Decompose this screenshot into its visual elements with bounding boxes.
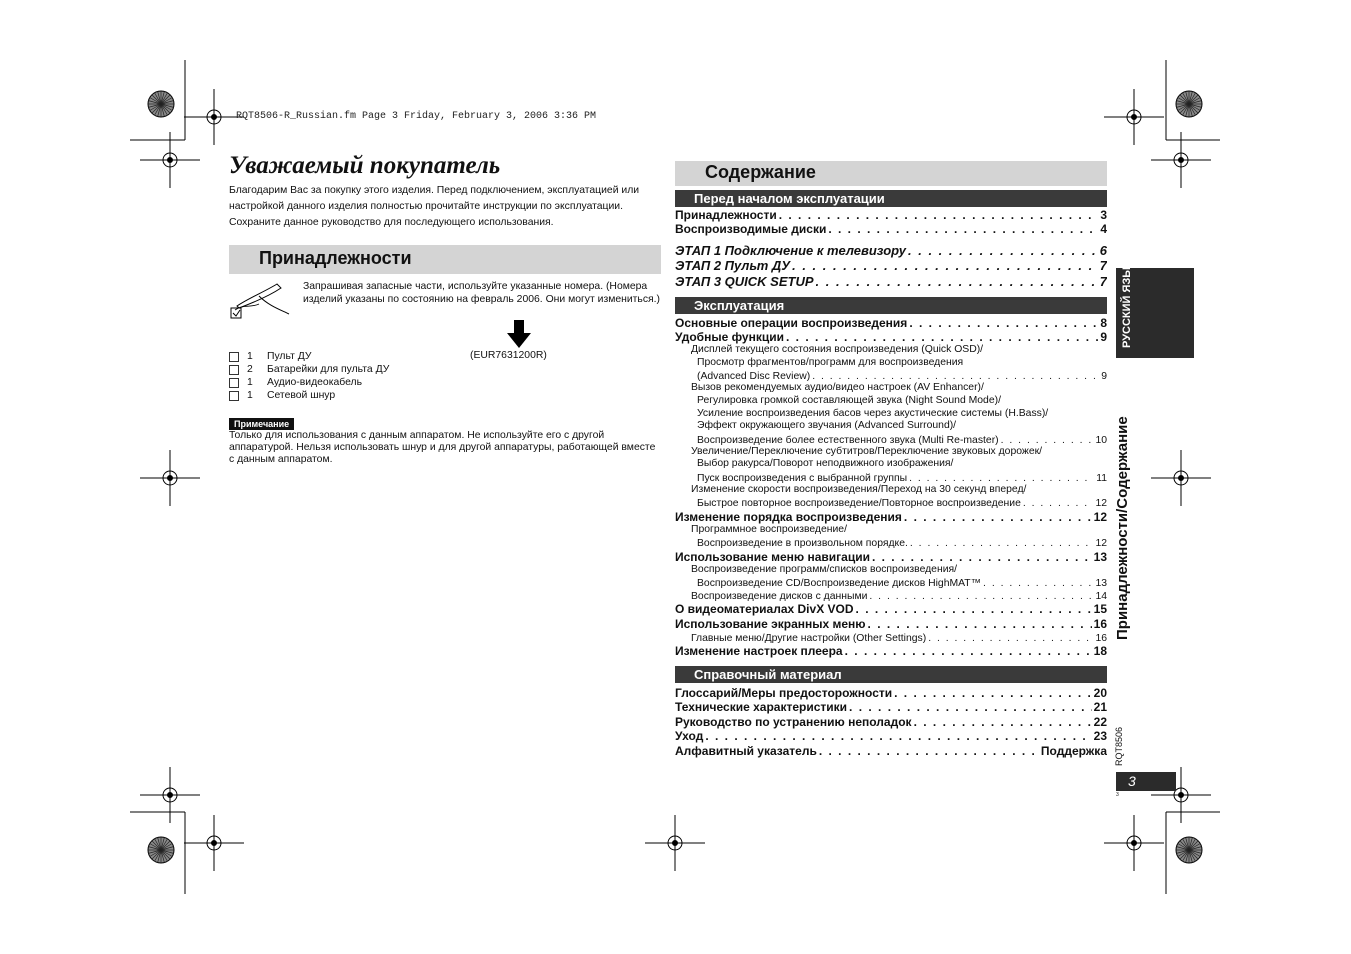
starburst-mark [148, 91, 174, 117]
toc-subentry: Эффект окружающего звучания (Advanced Surround)/ [697, 420, 957, 432]
pen-note-icon [229, 278, 291, 322]
list-item: 2 Батарейки для пульта ДУ [229, 363, 389, 376]
toc-entry[interactable]: Использование экранных меню . . . 16 [675, 616, 1107, 631]
section-reference: Справочный материал [675, 666, 1107, 683]
note-text: Только для использования с данным аппаратом. Не используйте его с другой аппаратурой. Нельзя использовать шнур и для другой аппаратуры, работающей вместе с данным аппаратом. [229, 430, 656, 465]
page-number: 3 [1116, 772, 1176, 791]
toc-subentry: Воспроизведение программ/списков воспроизведения/ [691, 563, 958, 575]
toc-entry[interactable]: ЭТАП 3 QUICK SETUP . . . 7 [675, 273, 1107, 289]
toc-subentry: Увеличение/Переключение субтитров/Переключение звуковых дорожек/ [691, 445, 1043, 457]
model-number: RQT8506 [1114, 726, 1124, 766]
side-section-title: Принадлежности/Содержание [1114, 416, 1131, 640]
toc-entry[interactable]: О видеоматериалах DivX VOD . . . 15 [675, 602, 1107, 617]
accessories-heading: Принадлежности [229, 245, 661, 274]
toc-steps [675, 242, 1107, 289]
toc-reference [675, 685, 1107, 758]
starburst-mark [1176, 91, 1202, 117]
list-item: 1 Пульт ДУ [229, 350, 389, 363]
toc-entry[interactable]: Технические характеристики . . . 21 [675, 700, 1107, 715]
toc-subentry: Изменение скорости воспроизведения/Переход на 30 секунд вперед/ [691, 483, 1027, 495]
toc-subentry: Регулировка громкой составляющей звука (Night Sound Mode)/ [697, 394, 1001, 406]
tiny-page-mark: 3 [1116, 792, 1119, 798]
toc-entry[interactable]: Принадлежности . . . 3 [675, 207, 1107, 222]
toc-entry[interactable]: ЭТАП 2 Пульт ДУ . . . 7 [675, 258, 1107, 274]
toc-before-use [675, 207, 1107, 236]
toc-subentry[interactable]: Воспроизведение дисков с данными . . . 14 [675, 589, 1107, 602]
contents-heading: Содержание [675, 161, 1107, 186]
toc-entry[interactable]: ЭТАП 1 Подключение к телевизору . . . 6 [675, 242, 1107, 258]
toc-subentry[interactable]: Воспроизведение CD/Воспроизведение дисков HighMAT™ . . . 13 [675, 576, 1107, 589]
toc-subentry: Выбор ракурса/Поворот неподвижного изображения/ [697, 458, 954, 470]
intro-paragraph: Благодарим Вас за покупку этого изделия. Перед подключением, эксплуатацией или настройкой данного изделия полностью прочитайте инструкции по эксплуатации. Сохраните данное руководство для последующего использования. [229, 185, 640, 228]
toc-entry[interactable]: Глоссарий/Меры предосторожности . . . 20 [675, 685, 1107, 700]
starburst-mark [148, 837, 174, 863]
checkbox-icon [229, 391, 239, 401]
toc-entry[interactable]: Изменение порядка воспроизведения . . . 12 [675, 509, 1107, 524]
list-item: 1 Сетевой шнур [229, 389, 389, 402]
toc-entry[interactable]: Руководство по устранению неполадок . . . 22 [675, 714, 1107, 729]
checkbox-icon [229, 365, 239, 375]
toc-entry[interactable]: Алфавитный указатель . . . Поддержка [675, 743, 1107, 758]
remote-part-number: (EUR7631200R) [470, 350, 547, 361]
toc-subentry[interactable]: Главные меню/Другие настройки (Other Settings) . . . 16 [675, 631, 1107, 644]
arrow-down-icon [507, 320, 531, 348]
toc-entry[interactable]: Удобные функции . . . 9 [675, 330, 1107, 345]
toc-subentry[interactable]: (Advanced Disc Review) . . . 9 [675, 370, 1107, 383]
toc-entry[interactable]: Основные операции воспроизведения . . . 8 [675, 315, 1107, 330]
checkbox-icon [229, 352, 239, 362]
toc-subentry[interactable]: Пуск воспроизведения с выбранной группы . . . 11 [675, 471, 1107, 484]
print-header: RQT8506-R_Russian.fm Page 3 Friday, February 3, 2006 3:36 PM [236, 111, 597, 122]
toc-subentry[interactable]: Быстрое повторное воспроизведение/Повторное воспроизведение . . . 12 [675, 496, 1107, 509]
toc-subentry: Просмотр фрагментов/программ для воспроизведения [697, 356, 964, 368]
accessories-list [229, 350, 389, 402]
accessories-note: Запрашивая запасные части, используйте указанные номера. (Номера изделий указаны по состоянию на февраль 2006. Они могут измениться.) [303, 281, 661, 305]
toc-entry[interactable]: Уход . . . 23 [675, 729, 1107, 744]
toc-subentry[interactable]: Воспроизведение в произвольном порядке. . . . 12 [675, 536, 1107, 549]
toc-subentry: Программное воспроизведение/ [691, 523, 847, 535]
starburst-mark [1176, 837, 1202, 863]
toc-subentry: Вызов рекомендуемых аудио/видео настроек (AV Enhancer)/ [691, 382, 984, 394]
section-operations: Эксплуатация [675, 297, 1107, 314]
toc-entry[interactable]: Использование меню навигации . . . 13 [675, 549, 1107, 564]
toc-subentry[interactable]: Воспроизведение более естественного звука (Multi Re-master) . . . 10 [675, 433, 1107, 446]
toc-operations [675, 315, 1107, 658]
list-item: 1 Аудио-видеокабель [229, 376, 389, 389]
toc-entry[interactable]: Изменение настроек плеера . . . 18 [675, 644, 1107, 659]
section-before-use: Перед началом эксплуатации [675, 190, 1107, 207]
checkbox-icon [229, 378, 239, 388]
toc-subentry: Усиление воспроизведения басов через акустические системы (H.Bass)/ [697, 407, 1049, 419]
note-label: Примечание [229, 418, 294, 430]
language-label: РУССКИЙ ЯЗЫК [1121, 260, 1133, 348]
toc-entry[interactable]: Воспроизводимые диски . . . 4 [675, 222, 1107, 237]
page-title: Уважаемый покупатель [229, 152, 501, 179]
toc-subentry: Дисплей текущего состояния воспроизведения (Quick OSD)/ [691, 344, 984, 356]
